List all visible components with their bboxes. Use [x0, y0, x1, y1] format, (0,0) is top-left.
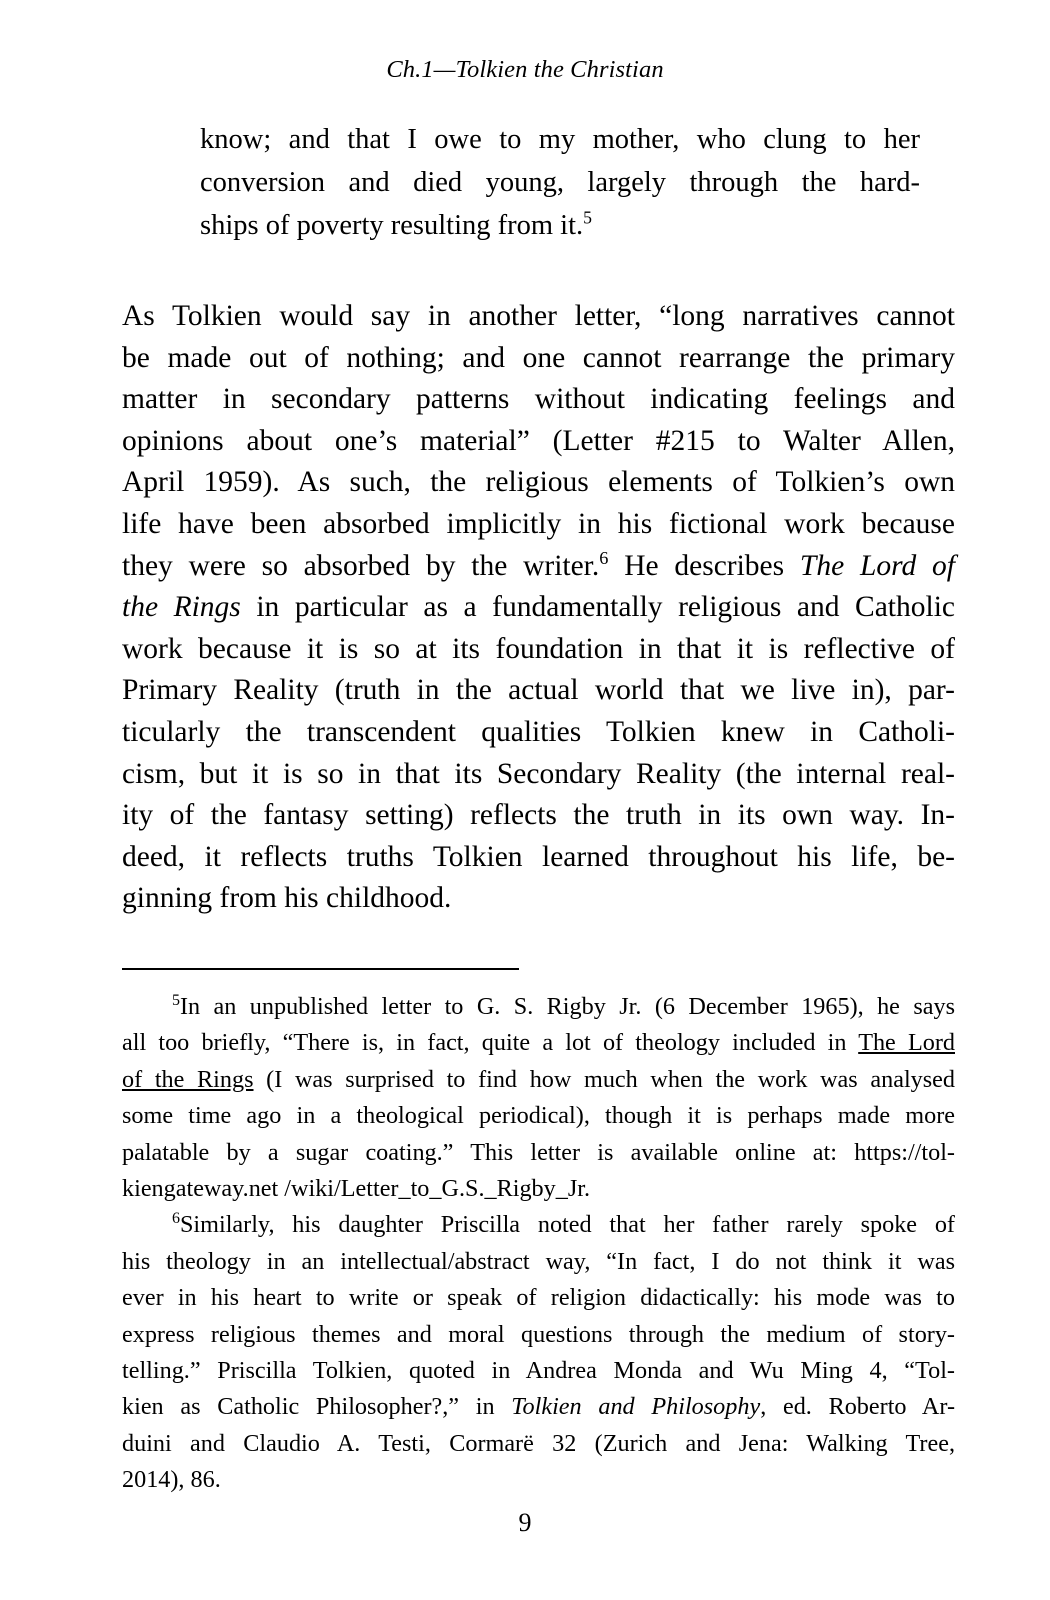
blockquote-line-text: ships of poverty resulting from it.: [200, 210, 584, 241]
body-line: deed, it reflects truths Tolkien learned throughout his life, be-: [122, 840, 955, 873]
footnote-line-text: all too briefly, “There is, in fact, quite a lot of theology included in: [122, 1029, 859, 1057]
footnote-line: [122, 1207, 955, 1243]
body-line: opinions about one’s material” (Letter #215 to Walter Allen,: [122, 424, 955, 457]
footnotes-area: [122, 989, 955, 1499]
footnote-line: palatable by a sugar coating.” This letter is available online at: https://tol-: [122, 1138, 955, 1166]
underlined-title: The Lord: [858, 1029, 955, 1057]
footnote-separator-rule: [122, 968, 519, 970]
body-line: April 1959). As such, the religious elements of Tolkien’s own: [122, 466, 955, 499]
body-line: ticularly the transcendent qualities Tolkien knew in Catholi-: [122, 715, 955, 748]
footnote-line: [122, 1389, 955, 1425]
footnote-number-6: 6: [172, 1210, 180, 1228]
footnote-line-text: Similarly, his daughter Priscilla noted that her father rarely spoke of: [179, 1211, 955, 1239]
body-line: work because it is so at its foundation in that it is reflective of: [122, 632, 955, 665]
footnote-reference-5[interactable]: 5: [583, 207, 592, 228]
blockquote-line: [200, 204, 920, 247]
body-line: cism, but it is so in that its Secondary Reality (the internal real-: [122, 757, 955, 790]
body-paragraph: [122, 247, 955, 920]
footnote-line: [122, 1062, 955, 1098]
footnote-5: [122, 989, 955, 1207]
body-line: As Tolkien would say in another letter, “long narratives cannot: [122, 300, 955, 332]
footnote-line: ever in his heart to write or speak of religion didactically: his mode was to: [122, 1284, 955, 1312]
footnote-line-text: , ed. Roberto Ar-: [760, 1393, 955, 1421]
body-line: matter in secondary patterns without indicating feelings and: [122, 383, 955, 416]
underlined-title: of the Rings: [122, 1065, 254, 1093]
book-title-italic: Tolkien and Philosophy: [511, 1393, 761, 1421]
footnote-6: [122, 1207, 955, 1498]
footnote-line: telling.” Priscilla Tolkien, quoted in Andrea Monda and Wu Ming 4, “Tol-: [122, 1357, 955, 1385]
footnote-line: duini and Claudio A. Testi, Cormarë 32 (Zurich and Jena: Walking Tree,: [122, 1429, 955, 1457]
footnote-line-text: In an unpublished letter to G. S. Rigby Jr. (6 December 1965), he says: [179, 993, 955, 1020]
body-line-text: they were so absorbed by the writer.: [122, 549, 600, 582]
book-title-italic: The Lord of: [799, 549, 955, 582]
body-line: Primary Reality (truth in the actual world that we live in), par-: [122, 674, 955, 707]
body-line-text: He describes: [608, 549, 800, 582]
footnote-line: [122, 1025, 955, 1061]
blockquote-line: know; and that I owe to my mother, who clung to her: [200, 124, 920, 155]
blockquote-line: conversion and died young, largely through the hard-: [200, 167, 920, 198]
footnote-line-text: kien as Catholic Philosopher?,” in: [122, 1393, 512, 1421]
footnote-line: kiengateway.net /wiki/Letter_to_G.S._Rigby_Jr.: [122, 1175, 590, 1203]
footnote-line: [122, 989, 955, 1025]
body-line: ity of the fantasy setting) reflects the truth in its own way. In-: [122, 799, 955, 832]
body-line: be made out of nothing; and one cannot rearrange the primary: [122, 341, 955, 374]
blockquote: [200, 118, 920, 247]
page-number: 9: [518, 1508, 532, 1537]
body-line: [122, 546, 955, 588]
footnote-reference-6[interactable]: 6: [599, 547, 609, 568]
footnote-line: his theology in an intellectual/abstract way, “In fact, I do not think it was: [122, 1247, 955, 1275]
body-line-text: in particular as a fundamentally religious and Catholic: [240, 591, 955, 624]
body-line: ginning from his childhood.: [122, 882, 452, 915]
body-line: [122, 587, 955, 629]
footnote-line: some time ago in a theological periodical), though it is perhaps made more: [122, 1102, 955, 1130]
text-column: [122, 118, 955, 920]
footnote-line: 2014), 86.: [122, 1466, 221, 1494]
footnote-number-5: 5: [172, 991, 180, 1009]
running-head: Ch.1—Tolkien the Christian: [386, 56, 664, 83]
footnote-line-text: (I was surprised to find how much when the work was analysed: [253, 1065, 955, 1093]
body-line: life have been absorbed implicitly in his fictional work because: [122, 507, 955, 540]
book-title-italic: the Rings: [122, 591, 241, 624]
footnote-line: express religious themes and moral questions through the medium of story-: [122, 1320, 955, 1348]
